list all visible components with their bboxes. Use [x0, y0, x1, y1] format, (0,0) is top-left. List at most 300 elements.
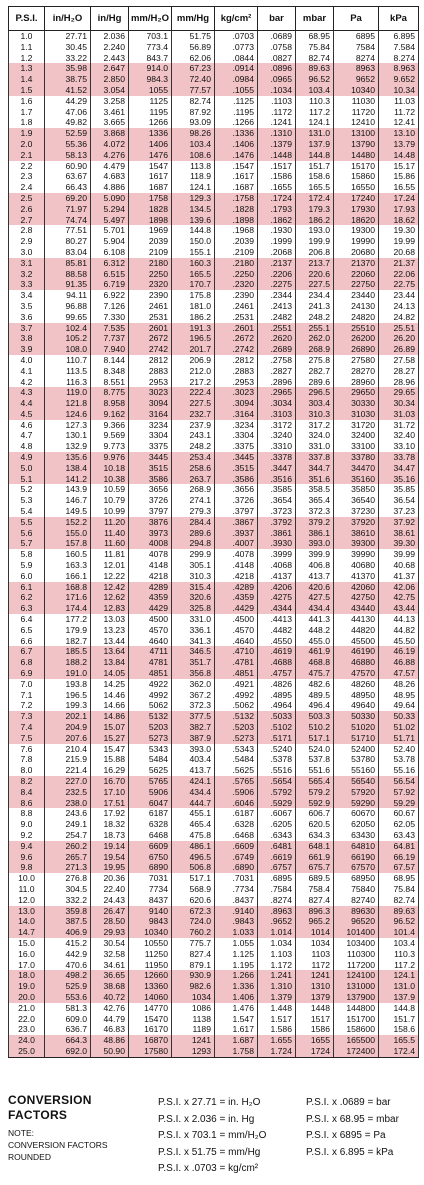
table-cell: 222.4 [172, 387, 215, 398]
table-cell: 49.64 [379, 700, 419, 711]
table-cell: .7584 [258, 884, 296, 895]
table-cell: 185.5 [45, 646, 91, 657]
table-cell: 325.8 [172, 603, 215, 614]
table-cell: .5906 [215, 787, 258, 798]
table-cell: 10.0 [9, 873, 45, 884]
table-cell: 124.1 [379, 970, 419, 981]
table-cell: 282.7 [296, 366, 334, 377]
table-cell: .9843 [215, 916, 258, 927]
table-cell: 22.0 [9, 1014, 45, 1025]
table-cell: .6890 [215, 862, 258, 873]
table-cell: 1586 [296, 1024, 334, 1035]
table-cell: 3094 [129, 398, 172, 409]
table-cell: 2109 [129, 247, 172, 258]
table-cell: 63.67 [45, 171, 91, 182]
table-cell: 19300 [334, 225, 379, 236]
table-cell: 9843 [129, 916, 172, 927]
table-cell: 8.6 [9, 798, 45, 809]
table-cell: 124100 [334, 970, 379, 981]
table-cell: 172.4 [296, 193, 334, 204]
table-cell: 53.78 [379, 754, 419, 765]
table-cell: 15.88 [91, 754, 129, 765]
table-cell: 5.2 [9, 484, 45, 495]
table-cell: 310.3 [296, 409, 334, 420]
notes-title-line1: CONVERSION [8, 1093, 92, 1107]
table-cell: 387.5 [45, 916, 91, 927]
table-cell: 35850 [334, 484, 379, 495]
table-cell: 36.65 [91, 970, 129, 981]
table-cell: 289.6 [296, 377, 334, 388]
table-cell: 144800 [334, 1003, 379, 1014]
table-cell: 9.6 [9, 852, 45, 863]
table-cell: 3797 [129, 506, 172, 517]
table-cell: 827.4 [172, 949, 215, 960]
table-cell: 1.4 [9, 74, 45, 85]
table-cell: 191.3 [172, 323, 215, 334]
table-cell: 157.8 [45, 538, 91, 549]
table-cell: 213.7 [296, 258, 334, 269]
table-cell: .2620 [258, 333, 296, 344]
table-cell: 6.3 [9, 603, 45, 614]
table-cell: 17580 [129, 1046, 172, 1057]
table-cell: 12.42 [91, 582, 129, 593]
table-row [9, 538, 419, 549]
table-row [9, 139, 419, 150]
table-cell: .5929 [258, 798, 296, 809]
table-row [9, 787, 419, 798]
table-cell: 11.40 [91, 528, 129, 539]
table-row [9, 992, 419, 1003]
factor-kpa: P.S.I. x 6.895 = kPa [306, 1146, 394, 1158]
table-cell: 661.9 [296, 852, 334, 863]
table-cell: 3726 [129, 495, 172, 506]
table-row [9, 53, 419, 64]
table-cell: 12.0 [9, 895, 45, 906]
table-cell: 44820 [334, 625, 379, 636]
table-cell: 271.3 [45, 862, 91, 873]
table-cell: 121.8 [45, 398, 91, 409]
table-row [9, 247, 419, 258]
table-cell: .4007 [215, 538, 258, 549]
table-cell: .2672 [215, 333, 258, 344]
table-cell: 1.687 [215, 1035, 258, 1046]
table-cell: 232.7 [172, 409, 215, 420]
table-cell: 134.5 [172, 204, 215, 215]
table-row [9, 117, 419, 128]
table-cell: 324.0 [296, 430, 334, 441]
table-cell: 337.8 [296, 452, 334, 463]
table-cell: 331.0 [296, 441, 334, 452]
header-mm-h2o: mm/H₂O [129, 7, 172, 31]
table-cell: 2812 [129, 355, 172, 366]
table-cell: 193.8 [45, 679, 91, 690]
table-cell: 7.330 [91, 312, 129, 323]
table-row [9, 949, 419, 960]
table-cell: 26.20 [379, 333, 419, 344]
table-cell: 8.348 [91, 366, 129, 377]
table-cell: 179.9 [45, 625, 91, 636]
table-cell: 12.22 [91, 571, 129, 582]
table-cell: 96.88 [45, 301, 91, 312]
table-cell: 434.4 [296, 603, 334, 614]
table-cell: .0896 [258, 63, 296, 74]
table-cell: .3999 [258, 549, 296, 560]
table-cell: .3304 [215, 430, 258, 441]
table-cell: 15.86 [379, 171, 419, 182]
table-cell: .4429 [215, 603, 258, 614]
table-cell: 68.95 [379, 873, 419, 884]
table-cell: 31720 [334, 420, 379, 431]
table-cell: 620.6 [172, 895, 215, 906]
table-cell: 39300 [334, 538, 379, 549]
table-cell: 896.3 [296, 906, 334, 917]
table-cell: 12660 [129, 970, 172, 981]
factor-bar: P.S.I. x .0689 = bar [306, 1097, 391, 1108]
table-cell: .3516 [258, 474, 296, 485]
table-cell: 9.652 [379, 74, 419, 85]
table-row [9, 301, 419, 312]
table-cell: 193.0 [296, 225, 334, 236]
conversion-notes [8, 1093, 418, 1179]
table-cell: 24.82 [379, 312, 419, 323]
table-cell: .3310 [258, 441, 296, 452]
table-row [9, 841, 419, 852]
table-cell: 137.9 [296, 139, 334, 150]
table-cell: 14.7 [9, 927, 45, 938]
factor-in-h2o: P.S.I. x 27.71 = in. H₂O [158, 1097, 261, 1108]
table-cell: 1.310 [258, 981, 296, 992]
table-cell: 96.52 [379, 916, 419, 927]
table-cell: 1.6 [9, 96, 45, 107]
table-cell: 2.1 [9, 150, 45, 161]
table-cell: .2390 [215, 290, 258, 301]
table-cell: 2250 [129, 269, 172, 280]
table-cell: .2742 [215, 344, 258, 355]
table-cell: 3023 [129, 387, 172, 398]
table-cell: 19.14 [91, 841, 129, 852]
table-cell: 2.8 [9, 225, 45, 236]
table-cell: 10.79 [91, 495, 129, 506]
table-cell: .1724 [258, 193, 296, 204]
table-row [9, 236, 419, 247]
table-row [9, 215, 419, 226]
table-cell: 67.57 [379, 862, 419, 873]
table-cell: 202.1 [45, 711, 91, 722]
table-cell: 33.10 [379, 441, 419, 452]
table-cell: 29.93 [91, 927, 129, 938]
table-row [9, 733, 419, 744]
table-cell: 6.895 [379, 31, 419, 42]
table-cell: 758.4 [296, 884, 334, 895]
table-cell: 3164 [129, 409, 172, 420]
table-cell: 24.0 [9, 1035, 45, 1046]
table-cell: .3164 [215, 409, 258, 420]
factors-right-column [306, 1095, 418, 1161]
table-cell: 37920 [334, 517, 379, 528]
table-cell: 14.66 [91, 700, 129, 711]
table-cell: 20.0 [9, 992, 45, 1003]
table-cell: .2461 [215, 301, 258, 312]
table-cell: .6187 [215, 808, 258, 819]
table-cell: 1189 [172, 1024, 215, 1035]
table-cell: 4078 [129, 549, 172, 560]
table-cell: 24820 [334, 312, 379, 323]
table-cell: 19.30 [379, 225, 419, 236]
table-cell: 17.93 [379, 204, 419, 215]
table-cell: 4992 [129, 690, 172, 701]
table-cell: 320.6 [172, 592, 215, 603]
table-cell: 138.4 [45, 463, 91, 474]
table-row [9, 258, 419, 269]
notes-title-line2: FACTORS [8, 1108, 68, 1122]
table-cell: 444.7 [172, 798, 215, 809]
table-cell: .2320 [215, 279, 258, 290]
table-cell: 117200 [334, 960, 379, 971]
table-cell: .3034 [258, 398, 296, 409]
table-cell: .2531 [215, 312, 258, 323]
table-cell: 117.2 [379, 960, 419, 971]
table-cell: 279.3 [172, 506, 215, 517]
table-cell: 9.366 [91, 420, 129, 431]
table-cell: 362.0 [172, 679, 215, 690]
table-cell: 465.4 [172, 819, 215, 830]
table-cell: 52.59 [45, 128, 91, 139]
table-cell: 689.5 [296, 873, 334, 884]
table-cell: 486.1 [172, 841, 215, 852]
table-cell: .4710 [215, 646, 258, 657]
table-cell: 6.922 [91, 290, 129, 301]
table-cell: .9652 [258, 916, 296, 927]
table-cell: 2.647 [91, 63, 129, 74]
table-cell: 6.515 [91, 269, 129, 280]
table-cell: 255.1 [296, 323, 334, 334]
table-cell: 5625 [129, 765, 172, 776]
table-cell: 4148 [129, 560, 172, 571]
table-cell: .2758 [258, 355, 296, 366]
table-row [9, 107, 419, 118]
table-cell: .3726 [215, 495, 258, 506]
table-cell: 675.7 [296, 862, 334, 873]
table-cell: 6.2 [9, 592, 45, 603]
table-cell: 3876 [129, 517, 172, 528]
table-cell: 4.683 [91, 171, 129, 182]
table-cell: .5792 [258, 787, 296, 798]
note-text-line2: ROUNDED [8, 1152, 51, 1162]
table-cell: 27.58 [379, 355, 419, 366]
table-cell: .1999 [258, 236, 296, 247]
table-cell: 6468 [129, 830, 172, 841]
table-cell: .4570 [215, 625, 258, 636]
table-cell: .1241 [258, 117, 296, 128]
table-cell: 1724 [296, 1046, 334, 1057]
table-cell: 289.6 [172, 528, 215, 539]
table-cell: 14.25 [91, 679, 129, 690]
table-cell: .2827 [258, 366, 296, 377]
table-cell: 276.8 [45, 873, 91, 884]
table-cell: 34.61 [91, 960, 129, 971]
table-row [9, 646, 419, 657]
table-cell: 4008 [129, 538, 172, 549]
table-cell: 1.125 [215, 949, 258, 960]
table-row [9, 625, 419, 636]
table-row [9, 409, 419, 420]
table-cell: .2413 [258, 301, 296, 312]
table-cell: 692.0 [45, 1046, 91, 1057]
table-cell: 47.57 [379, 668, 419, 679]
table-row [9, 560, 419, 571]
table-cell: 30.34 [379, 398, 419, 409]
table-cell: 63.43 [379, 830, 419, 841]
table-cell: 4289 [129, 582, 172, 593]
table-cell: 34.47 [379, 463, 419, 474]
table-cell: 7584 [334, 42, 379, 53]
table-cell: 2461 [129, 301, 172, 312]
table-cell: 3.2 [9, 269, 45, 280]
table-cell: 470.6 [45, 960, 91, 971]
table-body [9, 31, 419, 1058]
table-cell: 372.3 [296, 506, 334, 517]
table-cell: .1617 [215, 171, 258, 182]
table-cell: 24130 [334, 301, 379, 312]
table-cell: 199.3 [45, 700, 91, 711]
factor-mbar: P.S.I. x 68.95 = mbar [306, 1113, 399, 1125]
table-cell: 6.0 [9, 571, 45, 582]
table-cell: 258.6 [172, 463, 215, 474]
table-cell: 52400 [334, 744, 379, 755]
table-cell: 8.958 [91, 398, 129, 409]
table-cell: 129.3 [172, 193, 215, 204]
table-cell: 406.9 [45, 927, 91, 938]
table-cell: 16.0 [9, 949, 45, 960]
table-cell: .5240 [258, 744, 296, 755]
table-cell: 5.904 [91, 236, 129, 247]
table-cell: .3172 [258, 420, 296, 431]
table-cell: 77.57 [172, 85, 215, 96]
table-cell: 4.1 [9, 366, 45, 377]
table-row [9, 366, 419, 377]
table-cell: .5484 [215, 754, 258, 765]
table-cell: 17.0 [9, 960, 45, 971]
table-cell: .3240 [258, 430, 296, 441]
table-cell: 9.569 [91, 430, 129, 441]
table-row [9, 323, 419, 334]
table-cell: 6.8 [9, 657, 45, 668]
table-cell: 317.2 [296, 420, 334, 431]
table-cell: 165.5 [172, 269, 215, 280]
table-cell: 294.8 [172, 538, 215, 549]
table-cell: 32.58 [91, 949, 129, 960]
table-row [9, 42, 419, 53]
table-cell: 59290 [334, 798, 379, 809]
table-cell: .6468 [215, 830, 258, 841]
table-cell: 47.06 [45, 107, 91, 118]
table-cell: 7.6 [9, 744, 45, 755]
table-cell: 3.054 [91, 85, 129, 96]
table-cell: 2.0 [9, 139, 45, 150]
table-cell: .4206 [258, 582, 296, 593]
table-cell: 475.7 [296, 668, 334, 679]
table-cell: 7.8 [9, 754, 45, 765]
table-cell: 1310 [296, 981, 334, 992]
table-cell: 57.92 [379, 787, 419, 798]
table-cell: 60670 [334, 808, 379, 819]
table-cell: .3930 [258, 538, 296, 549]
table-cell: 1758 [129, 193, 172, 204]
table-cell: 56.89 [172, 42, 215, 53]
table-cell: 7.584 [379, 42, 419, 53]
table-cell: 82.74 [172, 96, 215, 107]
table-cell: 9.4 [9, 841, 45, 852]
table-cell: 581.3 [45, 1003, 91, 1014]
table-cell: 3375 [129, 441, 172, 452]
table-row [9, 582, 419, 593]
table-cell: .5033 [258, 711, 296, 722]
table-row [9, 463, 419, 474]
table-cell: 72.40 [172, 74, 215, 85]
table-row [9, 279, 419, 290]
table-row [9, 852, 419, 863]
table-cell: 3.9 [9, 344, 45, 355]
notes-small-block [8, 1127, 138, 1163]
table-cell: 19.99 [379, 236, 419, 247]
table-cell: 263.7 [172, 474, 215, 485]
table-cell: 243.6 [45, 808, 91, 819]
table-cell: 4.3 [9, 387, 45, 398]
table-cell: 7.5 [9, 733, 45, 744]
table-cell: 137.9 [379, 992, 419, 1003]
table-row [9, 765, 419, 776]
table-cell: .2812 [215, 355, 258, 366]
table-row [9, 430, 419, 441]
table-row [9, 225, 419, 236]
table-cell: 149.5 [45, 506, 91, 517]
table-cell: 372.3 [172, 700, 215, 711]
table-row [9, 614, 419, 625]
table-cell: 172400 [334, 1046, 379, 1057]
table-cell: 199.9 [296, 236, 334, 247]
table-cell: 11030 [334, 96, 379, 107]
table-row [9, 636, 419, 647]
table-cell: 1055 [129, 85, 172, 96]
table-cell: .0758 [258, 42, 296, 53]
table-cell: .2896 [258, 377, 296, 388]
table-cell: 1.241 [258, 970, 296, 981]
table-row [9, 970, 419, 981]
table-cell: 341.3 [172, 636, 215, 647]
table-cell: 11.60 [91, 538, 129, 549]
table-row [9, 938, 419, 949]
table-cell: 359.8 [45, 906, 91, 917]
table-cell: 98.26 [172, 128, 215, 139]
table-cell: 10340 [129, 927, 172, 938]
table-cell: 11.72 [379, 107, 419, 118]
table-cell: 50.33 [379, 711, 419, 722]
table-cell: 1.103 [258, 949, 296, 960]
table-cell: 243.1 [172, 430, 215, 441]
table-row [9, 603, 419, 614]
table-cell: 579.2 [296, 787, 334, 798]
table-cell: 510.2 [296, 722, 334, 733]
table-cell: 434.4 [172, 787, 215, 798]
table-cell: 506.8 [172, 862, 215, 873]
table-cell: 23.44 [379, 290, 419, 301]
table-cell: 365.4 [296, 495, 334, 506]
table-cell: 7.940 [91, 344, 129, 355]
table-cell: 1406 [129, 139, 172, 150]
table-cell: 20680 [334, 247, 379, 258]
table-cell: 634.3 [296, 830, 334, 841]
table-cell: 265.7 [45, 852, 91, 863]
